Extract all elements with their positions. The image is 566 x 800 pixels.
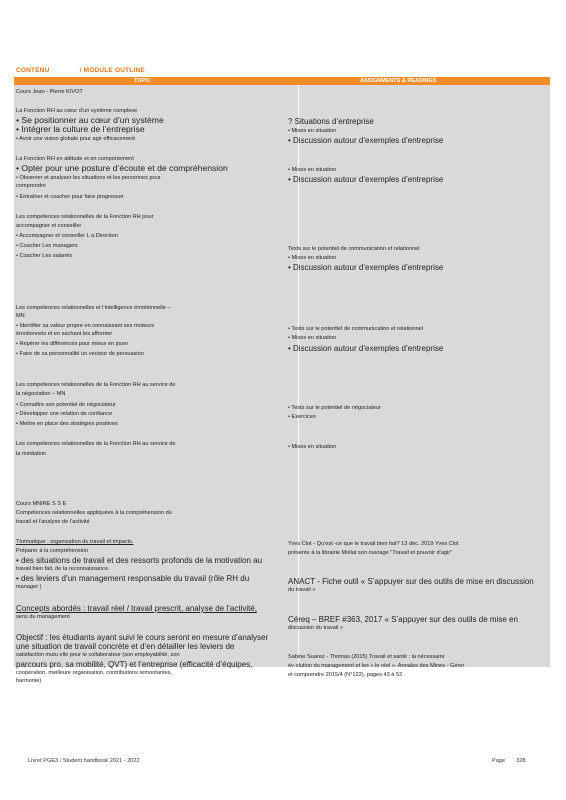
page-label: Page — [492, 758, 506, 764]
topic-line: • Identifier sa valeur propre en connaissant ses moteurs — [16, 323, 155, 329]
topic-line: Cours MNIRE S S E — [16, 501, 67, 507]
topic-line: • Repérer les différences pour mieux en jouer — [16, 341, 129, 347]
topic-line: • Faire de sa personnalité un vecteur de persuasion — [16, 351, 144, 357]
assignment-line: Yves Clot - Qu’est -ce que le travail bien fait? 13 déc. 2019 Yves Clot — [288, 541, 459, 547]
topic-header: TOPIC — [134, 78, 151, 84]
topic-line: • Développer une relation de confiance — [16, 411, 113, 417]
assignment-line: • Discussion autour d’exemples d’entreprise — [288, 344, 444, 353]
topic-line: satisfaction mutu elle pour le collaborateur (son employabilité, son — [16, 652, 180, 658]
topic-line: • des situations de travail et des ressorts profonds de la motivation au — [16, 556, 263, 565]
topic-line: • Accompagner et conseiller L a Direction — [16, 233, 118, 239]
assignment-line: • Mises en situation — [288, 128, 337, 134]
assignment-line: • Mises en situation — [288, 444, 337, 450]
topic-line: • Observer et analyser les situations et les personnes pour — [16, 175, 161, 181]
assignment-line: év olution du management et les « le réel ». Annales des Mines - Gérer — [288, 663, 465, 669]
footer-page — [492, 758, 526, 764]
topic-line: • Se positionner au cœur d’un système — [16, 115, 164, 125]
assignment-line: discussion du travail » — [288, 625, 344, 631]
topic-line: MN — [16, 313, 25, 319]
topic-line: Compétences relationnelles appliquées à la compréhension du — [16, 510, 172, 516]
assignment-line: Sabine Suarez - Thomas (2015) Travail et santé : la nécessaire — [288, 654, 445, 660]
topic-line: comprendre — [16, 183, 46, 189]
topic-line: La Fonction RH au cœur d’un système complexe — [16, 108, 138, 114]
assignment-line: ? Situations d’entreprise — [288, 117, 374, 126]
topic-line: travail bien fait, de la reconnaissance. — [16, 566, 110, 572]
topic-line: • Entraîner et coacher pour faire progresser — [16, 194, 124, 200]
topic-line: la négociation – MN — [16, 391, 66, 397]
table-header — [14, 77, 550, 85]
assignment-line: • Discussion autour d’exemples d’entreprise — [288, 175, 444, 184]
assignment-line: • Mises en situation — [288, 167, 337, 173]
topic-line: Thématique : organisation du travail et impacts. — [16, 539, 134, 545]
assignment-line: du travail » — [288, 587, 316, 593]
assignments-header: ASSIGNMENTS & READINGS — [360, 78, 437, 84]
topic-line: • Coacher Les managers — [16, 243, 78, 249]
topic-line: une situation de travail concrète et d’en détailler les leviers de — [16, 642, 235, 651]
topic-line: coopération, meilleure organisation, contributions remontantes, — [16, 670, 173, 676]
topic-line: Objectif : les étudiants ayant suivi le cours seront en mesure d’analyser — [16, 633, 269, 642]
topic-line: • Coacher Les salariés — [16, 253, 73, 259]
topic-line: • Avoir une vision globale pour agir efficacement — [16, 136, 135, 142]
assignment-line: présente à la librairie Mollat son ouvrage "Travail et pouvoir d’agir" — [288, 550, 453, 556]
topic-line: • des leviers d’un management responsable du travail (rôle RH du — [16, 574, 250, 583]
topic-line: • Opter pour une posture d’écoute et de compréhension — [16, 163, 228, 173]
footer-handbook: Livret PGE3 / Student handbook 2021 - 2022 — [28, 758, 140, 764]
topic-line: manager ) — [16, 584, 42, 590]
assignment-line: • Mises en situation — [288, 255, 337, 261]
assignment-line: • Tests sur le potentiel de communication et relationnel — [288, 326, 423, 332]
topic-line: Cours Jean - Pierre KIVOT — [16, 89, 83, 95]
assignment-line: Céreq – BREF #363, 2017 « S’appuyer sur des outils de mise en — [288, 615, 518, 624]
topic-line: émotionnels et en sachant les affronter — [16, 331, 113, 337]
topic-line: Les compétences relationnelles et l’intelligence émotionnelle – — [16, 305, 171, 311]
topic-line: Préparer à la compréhension — [16, 548, 89, 554]
topic-line: Concepts abordés : travail réel / travail prescrit, analyse de l’activité, — [16, 604, 257, 613]
assignment-line: • Discussion autour d’exemples d’entreprise — [288, 263, 444, 272]
assignment-line: • Exercices — [288, 414, 316, 420]
topic-line: accompagner et conseiller — [16, 223, 82, 229]
assignment-line: Tests sur le potentiel de communication et relationnel — [288, 246, 420, 252]
topic-line: travail et l’analyse de l’activité — [16, 519, 90, 525]
contenu-label: CONTENU — [16, 67, 50, 74]
topic-line: la médiation — [16, 451, 47, 457]
topic-line: • Mettre en place des stratégies positives — [16, 421, 118, 427]
topic-line: sens du management — [16, 614, 70, 620]
topic-line: Les compétences relationnelles de la Fonction RH pour — [16, 214, 154, 220]
topic-line: Les compétences relationnelles de la Fonction RH au service de — [16, 382, 176, 388]
assignment-line: ANACT - Fiche outil « S’appuyer sur des outils de mise en discussion — [288, 577, 534, 586]
topic-line: harmonie) — [16, 678, 42, 684]
topic-line: La Fonction RH en attitude et en comportement — [16, 156, 134, 162]
assignment-line: et comprendre 2015/4 (N°122), pages 43 à 52 — [288, 672, 403, 678]
topic-line: • Intégrer la culture de l’entreprise — [16, 124, 145, 134]
page-number: 328 — [516, 758, 526, 764]
assignment-line: • Mises en situation — [288, 335, 337, 341]
topic-line: Les compétences relationnelles de la Fonction RH au service de — [16, 441, 176, 447]
assignment-line: • Tests sur le potentiel de négociateur — [288, 405, 381, 411]
module-outline-label — [16, 67, 145, 74]
assignment-line: • Discussion autour d’exemples d’entreprise — [288, 136, 444, 145]
outline-table — [14, 77, 550, 684]
topic-line: • Connaître son potentiel de négociateur — [16, 402, 116, 408]
topic-line: parcours pro, sa mobilité, QVT) et l’entreprise (efficacité d’équipes, — [16, 660, 253, 669]
module-outline-text: / MODULE OUTLINE — [79, 67, 145, 74]
